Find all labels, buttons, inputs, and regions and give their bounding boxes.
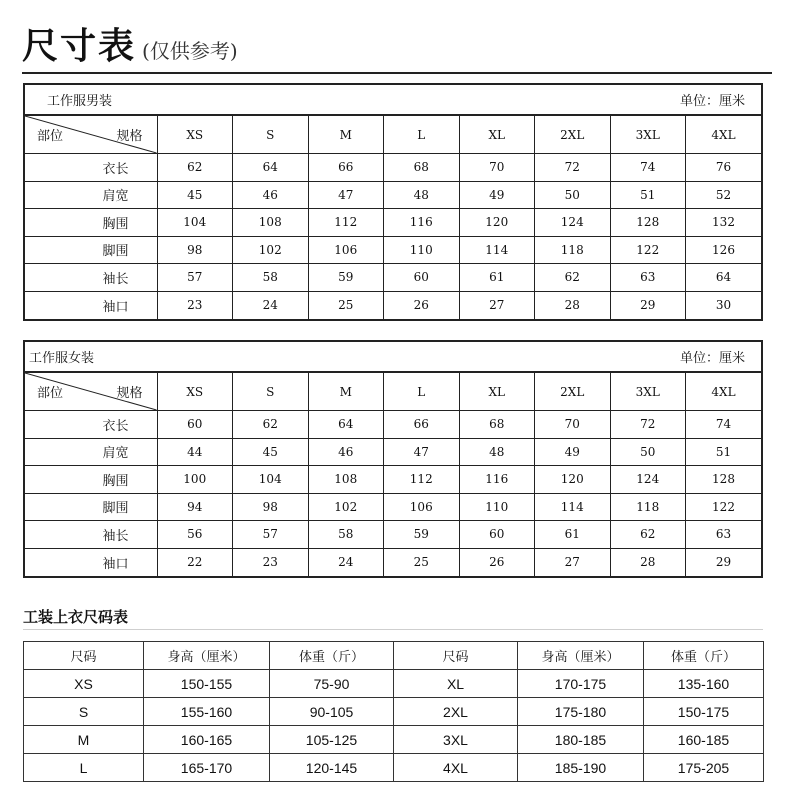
code-chart-divider (23, 629, 763, 630)
women-table-name: 工作服女装 (29, 351, 95, 366)
table-cell: 128 (686, 466, 762, 494)
page-subtitle: (仅供参考) (142, 39, 238, 63)
table-cell: 25 (308, 291, 384, 319)
table-row (25, 154, 761, 182)
table-row (25, 291, 761, 319)
table-cell: 132 (686, 209, 762, 237)
table-cell: 49 (535, 438, 611, 466)
column-header: 身高（厘米） (518, 642, 644, 670)
row-label: 胸围 (25, 466, 157, 494)
table-cell: 116 (384, 209, 460, 237)
men-size-header: 4XL (686, 116, 762, 154)
table-cell: 63 (686, 521, 762, 549)
table-cell: 102 (308, 493, 384, 521)
table-cell: 26 (459, 548, 535, 576)
table-cell: 124 (535, 209, 611, 237)
table-cell: 61 (459, 264, 535, 292)
women-size-header: 3XL (610, 373, 686, 411)
table-cell: 45 (157, 181, 233, 209)
table-cell: 155-160 (144, 698, 270, 726)
table-cell: 74 (610, 154, 686, 182)
column-header: 体重（斤） (644, 642, 764, 670)
men-corner-size-label: 规格 (116, 129, 143, 144)
table-cell: 61 (535, 521, 611, 549)
table-cell: 23 (233, 548, 309, 576)
table-cell: 3XL (394, 726, 518, 754)
table-row (25, 411, 761, 439)
header-divider (22, 72, 772, 74)
table-cell: 150-155 (144, 670, 270, 698)
table-cell: 57 (157, 264, 233, 292)
column-header: 体重（斤） (270, 642, 394, 670)
women-table-unit: 单位：厘米 (679, 351, 745, 366)
table-cell: 120 (535, 466, 611, 494)
column-header: 身高（厘米） (144, 642, 270, 670)
table-row (25, 209, 761, 237)
table-cell: 62 (157, 154, 233, 182)
men-size-header: XL (459, 116, 535, 154)
table-cell: 106 (384, 493, 460, 521)
table-cell: 120 (459, 209, 535, 237)
table-cell: 50 (610, 438, 686, 466)
table-cell: 64 (686, 264, 762, 292)
women-header-row (25, 373, 761, 411)
table-cell: 47 (384, 438, 460, 466)
code-chart-table (23, 641, 764, 782)
table-cell: 135-160 (644, 670, 764, 698)
column-header: 尺码 (394, 642, 518, 670)
row-label: 袖口 (25, 548, 157, 576)
table-cell: 27 (459, 291, 535, 319)
row-label: 胸围 (25, 209, 157, 237)
table-cell: 2XL (394, 698, 518, 726)
table-cell: 60 (459, 521, 535, 549)
women-size-table (23, 340, 763, 578)
women-corner-size-label: 规格 (116, 386, 143, 401)
table-cell: 57 (233, 521, 309, 549)
table-cell: 114 (459, 236, 535, 264)
men-table-unit: 单位：厘米 (679, 94, 745, 109)
table-cell: 58 (233, 264, 309, 292)
table-cell: 122 (610, 236, 686, 264)
table-cell: 120-145 (270, 754, 394, 782)
table-cell: 124 (610, 466, 686, 494)
women-size-header: L (384, 373, 460, 411)
table-cell: 170-175 (518, 670, 644, 698)
table-cell: 64 (233, 154, 309, 182)
table-row (25, 438, 761, 466)
table-cell: 128 (610, 209, 686, 237)
table-cell: 150-175 (644, 698, 764, 726)
table-cell: 51 (610, 181, 686, 209)
table-cell: 29 (610, 291, 686, 319)
table-cell: 30 (686, 291, 762, 319)
table-cell: 4XL (394, 754, 518, 782)
table-cell: 118 (535, 236, 611, 264)
table-cell: 112 (308, 209, 384, 237)
table-cell: L (24, 754, 144, 782)
table-row (25, 548, 761, 576)
men-size-header: 2XL (535, 116, 611, 154)
table-row (25, 236, 761, 264)
page-title: 尺寸表 (22, 25, 137, 67)
men-size-header: L (384, 116, 460, 154)
table-cell: 94 (157, 493, 233, 521)
table-cell: 70 (459, 154, 535, 182)
code-chart-title: 工装上衣尺码表 (23, 608, 129, 626)
table-cell: 60 (157, 411, 233, 439)
table-cell: 98 (157, 236, 233, 264)
table-cell: 59 (308, 264, 384, 292)
table-cell: 49 (459, 181, 535, 209)
table-cell: 175-205 (644, 754, 764, 782)
table-cell: 48 (459, 438, 535, 466)
table-cell: 105-125 (270, 726, 394, 754)
row-label: 肩宽 (25, 181, 157, 209)
row-label: 袖口 (25, 291, 157, 319)
men-table-name: 工作服男装 (47, 94, 113, 109)
table-row (24, 754, 764, 782)
table-cell: 68 (384, 154, 460, 182)
table-row (24, 726, 764, 754)
table-cell: 108 (233, 209, 309, 237)
table-cell: 24 (233, 291, 309, 319)
table-cell: 50 (535, 181, 611, 209)
table-cell: 102 (233, 236, 309, 264)
table-cell: 62 (535, 264, 611, 292)
table-cell: 70 (535, 411, 611, 439)
table-cell: 46 (308, 438, 384, 466)
table-row (24, 698, 764, 726)
table-cell: 28 (535, 291, 611, 319)
women-size-header: XS (157, 373, 233, 411)
row-label: 袖长 (25, 521, 157, 549)
table-cell: S (24, 698, 144, 726)
women-corner-part-label: 部位 (37, 386, 64, 401)
men-size-header: XS (157, 116, 233, 154)
women-size-header: 2XL (535, 373, 611, 411)
table-cell: 22 (157, 548, 233, 576)
table-cell: 160-185 (644, 726, 764, 754)
table-cell: 160-165 (144, 726, 270, 754)
table-cell: XL (394, 670, 518, 698)
table-cell: 59 (384, 521, 460, 549)
women-corner-cell (25, 373, 157, 411)
table-cell: 23 (157, 291, 233, 319)
table-cell: 47 (308, 181, 384, 209)
women-size-header: M (308, 373, 384, 411)
table-cell: 26 (384, 291, 460, 319)
row-label: 肩宽 (25, 438, 157, 466)
men-size-table (23, 83, 763, 321)
men-size-header: S (233, 116, 309, 154)
table-cell: 90-105 (270, 698, 394, 726)
table-cell: 46 (233, 181, 309, 209)
table-cell: 66 (384, 411, 460, 439)
women-size-header: 4XL (686, 373, 762, 411)
table-cell: 165-170 (144, 754, 270, 782)
table-cell: 56 (157, 521, 233, 549)
table-cell: 100 (157, 466, 233, 494)
row-label: 脚围 (25, 493, 157, 521)
table-cell: 44 (157, 438, 233, 466)
men-size-header: M (308, 116, 384, 154)
table-cell: 112 (384, 466, 460, 494)
table-cell: 24 (308, 548, 384, 576)
table-cell: 126 (686, 236, 762, 264)
table-cell: 63 (610, 264, 686, 292)
table-row (24, 670, 764, 698)
table-cell: 66 (308, 154, 384, 182)
table-cell: 122 (686, 493, 762, 521)
table-cell: 104 (233, 466, 309, 494)
table-cell: 72 (610, 411, 686, 439)
page-header (22, 18, 238, 68)
table-cell: 45 (233, 438, 309, 466)
table-cell: 62 (233, 411, 309, 439)
table-cell: 114 (535, 493, 611, 521)
men-size-grid (25, 115, 761, 319)
code-chart-header-row (24, 642, 764, 670)
women-size-header: XL (459, 373, 535, 411)
men-size-header: 3XL (610, 116, 686, 154)
women-size-grid (25, 372, 761, 576)
column-header: 尺码 (24, 642, 144, 670)
table-cell: 48 (384, 181, 460, 209)
table-cell: 75-90 (270, 670, 394, 698)
men-corner-part-label: 部位 (37, 129, 64, 144)
table-cell: 116 (459, 466, 535, 494)
table-cell: 98 (233, 493, 309, 521)
men-header-row (25, 116, 761, 154)
table-cell: 27 (535, 548, 611, 576)
row-label: 衣长 (25, 411, 157, 439)
table-cell: M (24, 726, 144, 754)
table-cell: 106 (308, 236, 384, 264)
table-cell: 104 (157, 209, 233, 237)
table-row (25, 521, 761, 549)
table-cell: 72 (535, 154, 611, 182)
table-cell: 76 (686, 154, 762, 182)
table-cell: 118 (610, 493, 686, 521)
table-cell: XS (24, 670, 144, 698)
table-cell: 108 (308, 466, 384, 494)
table-cell: 28 (610, 548, 686, 576)
row-label: 脚围 (25, 236, 157, 264)
table-cell: 60 (384, 264, 460, 292)
table-row (25, 493, 761, 521)
row-label: 袖长 (25, 264, 157, 292)
table-cell: 74 (686, 411, 762, 439)
row-label: 衣长 (25, 154, 157, 182)
women-size-header: S (233, 373, 309, 411)
table-cell: 29 (686, 548, 762, 576)
table-row (25, 181, 761, 209)
women-table-caption (25, 342, 761, 372)
table-cell: 51 (686, 438, 762, 466)
table-row (25, 264, 761, 292)
table-cell: 185-190 (518, 754, 644, 782)
table-cell: 110 (459, 493, 535, 521)
table-cell: 110 (384, 236, 460, 264)
table-cell: 64 (308, 411, 384, 439)
table-cell: 175-180 (518, 698, 644, 726)
table-cell: 58 (308, 521, 384, 549)
table-cell: 68 (459, 411, 535, 439)
table-cell: 52 (686, 181, 762, 209)
table-cell: 180-185 (518, 726, 644, 754)
men-corner-cell (25, 116, 157, 154)
table-row (25, 466, 761, 494)
table-cell: 62 (610, 521, 686, 549)
table-cell: 25 (384, 548, 460, 576)
men-table-caption (25, 85, 761, 115)
